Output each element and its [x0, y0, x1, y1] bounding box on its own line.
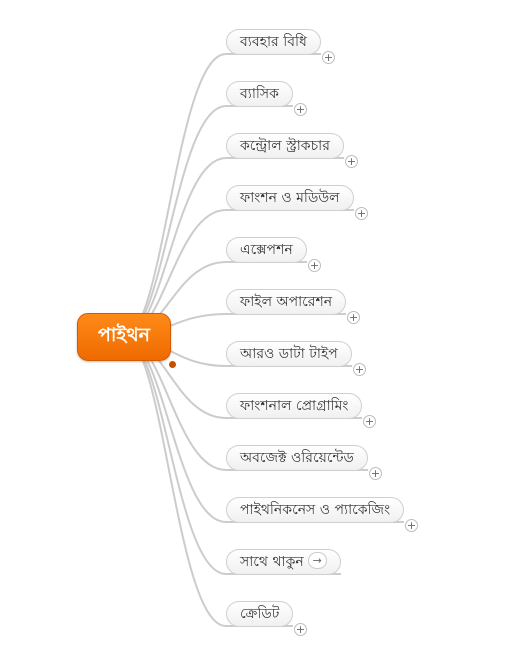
topic-node-file-operations[interactable] — [226, 289, 346, 315]
expand-plus-icon[interactable]: + — [356, 207, 367, 220]
topic-label: ফাংশন ও মডিউল — [240, 190, 340, 206]
connector-credits — [124, 337, 293, 626]
topic-label: সাথে থাকুন — [240, 554, 304, 570]
topic-node-control-structure[interactable] — [226, 133, 344, 159]
topic-label: ফাংশনাল প্রোগ্রামিং — [240, 398, 349, 414]
topic-label: ব্যবহার বিধি — [240, 34, 307, 50]
expand-plus-icon[interactable]: + — [406, 519, 417, 532]
arrow-right-icon[interactable]: → — [308, 552, 327, 569]
topic-node-pythonicness-packaging[interactable] — [226, 497, 404, 523]
topic-label: আরও ডাটা টাইপ — [240, 346, 338, 362]
topic-label: অবজেক্ট ওরিয়েন্টেড — [240, 450, 354, 466]
topic-label: ফাইল অপারেশন — [240, 294, 333, 310]
expand-plus-icon[interactable]: + — [309, 259, 320, 272]
topic-node-stay-connected[interactable] — [226, 549, 341, 575]
topic-node-exceptions[interactable] — [226, 237, 307, 263]
topic-node-usage-rules[interactable] — [226, 29, 321, 55]
topic-label: পাইথনিকনেস ও প্যাকেজিং — [240, 502, 391, 518]
topic-label: ব্যাসিক — [240, 86, 279, 102]
expand-plus-icon[interactable]: + — [354, 363, 365, 376]
topic-node-basics[interactable] — [226, 81, 293, 107]
expand-plus-icon[interactable]: + — [323, 51, 334, 64]
topic-node-functions-modules[interactable] — [226, 185, 354, 211]
topic-node-functional-programming[interactable] — [226, 393, 362, 419]
root-node-label: পাইথন — [98, 324, 150, 346]
topic-node-more-data-types[interactable] — [226, 341, 352, 367]
expand-plus-icon[interactable]: + — [346, 155, 357, 168]
root-node[interactable] — [77, 313, 171, 361]
expand-plus-icon[interactable]: + — [348, 311, 359, 324]
topic-label: কন্ট্রোল স্ট্রাকচার — [240, 138, 330, 154]
expand-plus-icon[interactable]: + — [364, 415, 375, 428]
topic-node-object-oriented[interactable] — [226, 445, 368, 471]
topic-label: এক্সেপশন — [240, 242, 293, 258]
root-anchor-dot — [169, 361, 176, 368]
expand-plus-icon[interactable]: + — [295, 623, 306, 636]
topic-label: ক্রেডিট — [240, 606, 280, 622]
topic-node-credits[interactable] — [226, 601, 293, 627]
expand-plus-icon[interactable]: + — [370, 467, 381, 480]
expand-plus-icon[interactable]: + — [295, 103, 306, 116]
